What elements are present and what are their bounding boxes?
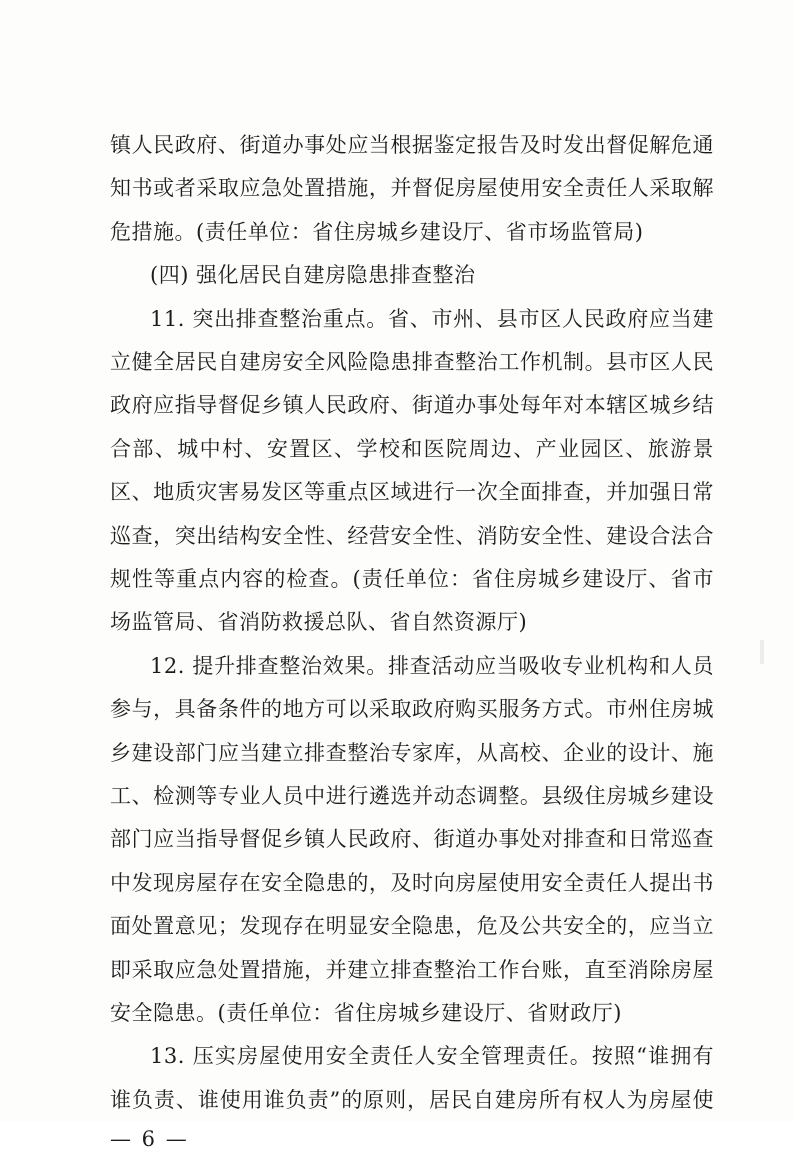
text-line: 规性等重点内容的检查。(责任单位：省住房城乡建设厅、省市 xyxy=(110,567,714,591)
text-line: 工、检测等专业人员中进行遴选并动态调整。县级住房城乡建设 xyxy=(110,784,714,808)
text-line: 中发现房屋存在安全隐患的，及时向房屋使用安全责任人提出书 xyxy=(110,871,714,895)
page-number: — 6 — xyxy=(110,1127,189,1151)
text-line: 参与，具备条件的地方可以采取政府购买服务方式。市州住房城 xyxy=(110,697,714,721)
text-line: 镇人民政府、街道办事处应当根据鉴定报告及时发出督促解危通 xyxy=(110,133,714,157)
text-line: 面处置意见；发现存在明显安全隐患，危及公共安全的，应当立 xyxy=(110,914,714,938)
text-line: 危措施。(责任单位：省住房城乡建设厅、省市场监管局) xyxy=(110,220,644,244)
text-line: 乡建设部门应当建立排查整治专家库，从高校、企业的设计、施 xyxy=(110,741,714,765)
text-line: 巡查，突出结构安全性、经营安全性、消防安全性、建设合法合 xyxy=(110,524,714,548)
text-line: 11. 突出排查整治重点。省、市州、县市区人民政府应当建 xyxy=(150,307,714,331)
text-line: 合部、城中村、安置区、学校和医院周边、产业园区、旅游景 xyxy=(110,437,714,461)
text-line: 即采取应急处置措施，并建立排查整治工作台账，直至消除房屋 xyxy=(110,958,714,982)
text-line: 政府应指导督促乡镇人民政府、街道办事处每年对本辖区城乡结 xyxy=(110,393,714,417)
text-line: 12. 提升排查整治效果。排查活动应当吸收专业机构和人员 xyxy=(150,654,714,678)
text-line: 谁负责、谁使用谁负责”的原则，居民自建房所有权人为房屋使 xyxy=(110,1088,714,1112)
text-line: 知书或者采取应急处置措施，并督促房屋使用安全责任人采取解 xyxy=(110,176,714,200)
text-line: 区、地质灾害易发区等重点区域进行一次全面排查，并加强日常 xyxy=(110,480,714,504)
section-heading: (四) 强化居民自建房隐患排查整治 xyxy=(150,263,476,287)
text-line: 场监管局、省消防救援总队、省自然资源厅) xyxy=(110,610,528,634)
scan-artifact xyxy=(760,640,764,720)
text-line: 安全隐患。(责任单位：省住房城乡建设厅、省财政厅) xyxy=(110,1001,622,1025)
text-line: 13. 压实房屋使用安全责任人安全管理责任。按照“谁拥有 xyxy=(150,1044,714,1068)
text-line: 部门应当指导督促乡镇人民政府、街道办事处对排查和日常巡查 xyxy=(110,827,714,851)
text-line: 立健全居民自建房安全风险隐患排查整治工作机制。县市区人民 xyxy=(110,350,714,374)
